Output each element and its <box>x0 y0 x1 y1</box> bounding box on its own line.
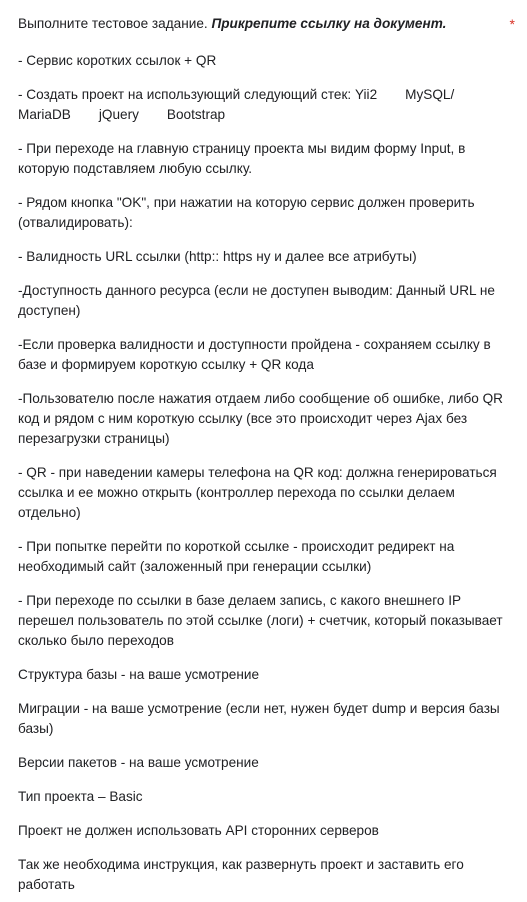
desc-stack-paragraph <box>18 85 503 125</box>
stack-item-bootstrap: Bootstrap <box>166 107 226 122</box>
desc-paragraph: -Доступность данного ресурса (если не доступен выводим: Данный URL не доступен) <box>18 283 495 318</box>
desc-paragraph: Тип проекта – Basic <box>18 789 143 804</box>
desc-paragraph: - При переходе на главную страницу проекта мы видим форму Input, в которую подставляем любую ссылку. <box>18 141 466 176</box>
stack-item-jquery: jQuery <box>98 107 139 122</box>
stack-intro: - Создать проект на использующий следующий стек: Yii2 <box>18 87 378 102</box>
desc-paragraph: -Если проверка валидности и доступности пройдена - сохраняем ссылку в базе и формируем короткую ссылку + QR кода <box>18 337 491 372</box>
desc-paragraph: - Сервис коротких ссылок + QR <box>18 53 217 68</box>
stack-item-mariadb: MariaDB <box>18 107 71 122</box>
desc-paragraph: - При попытке перейти по короткой ссылке - происходит редирект на необходимый сайт (заложенный при генерации ссылки) <box>18 539 455 574</box>
stack-item-mysql: MySQL/ <box>405 87 455 102</box>
desc-paragraph: - Валидность URL ссылки (http:: https ну и далее все атрибуты) <box>18 249 417 264</box>
desc-paragraph: -Пользователю после нажатия отдаем либо сообщение об ошибке, либо QR код и рядом с ним короткую ссылку (все это происходит через Ajax без перезагрузки страницы) <box>18 391 503 446</box>
desc-paragraph: - QR - при наведении камеры телефона на QR код: должна генерироваться ссылка и ее можно открыть (контроллер перехода по ссылки делаем отдельно) <box>18 465 497 520</box>
question-title <box>18 14 503 34</box>
desc-paragraph: Так же необходима инструкция, как развернуть проект и заставить его работать <box>18 857 464 892</box>
desc-paragraph: Проект не должен использовать API сторонних серверов <box>18 823 379 838</box>
desc-paragraph: - Рядом кнопка "OK", при нажатии на которую сервис должен проверить (отвалидировать): <box>18 195 475 230</box>
question-title-emphasis: Прикрепите ссылку на документ. <box>211 16 447 31</box>
desc-paragraph: Версии пакетов - на ваше усмотрение <box>18 755 259 770</box>
desc-paragraph: Структура базы - на ваше усмотрение <box>18 667 260 682</box>
desc-paragraph: Миграции - на ваше усмотрение (если нет, нужен будет dump и версия базы базы) <box>18 701 500 736</box>
question-title-text: Выполните тестовое задание. <box>18 16 212 31</box>
desc-paragraph: - При переходе по ссылки в базе делаем запись, с какого внешнего IP перешел пользователь по этой ссылке (логи) + счетчик, который показывает сколько было переходов <box>18 593 503 648</box>
required-mark: * <box>509 16 515 32</box>
question-description <box>18 51 503 895</box>
